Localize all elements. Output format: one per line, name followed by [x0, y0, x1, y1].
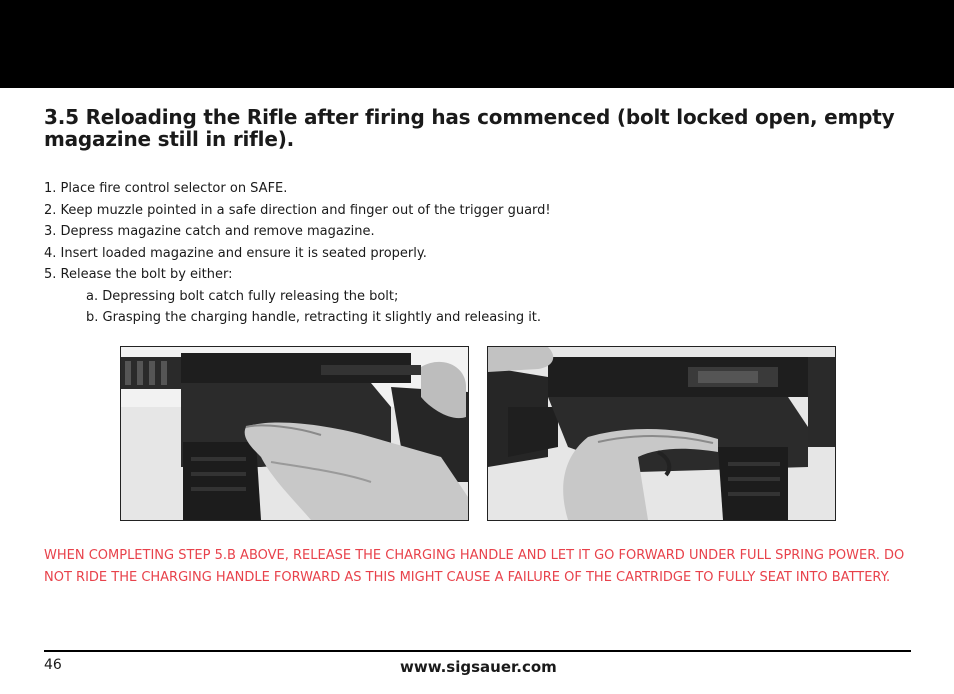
- step-1: 1. Place fire control selector on SAFE.: [44, 181, 288, 196]
- step-4: 4. Insert loaded magazine and ensure it is seated properly.: [44, 245, 427, 261]
- instruction-list: [44, 178, 551, 329]
- step-3: 3. Depress magazine catch and remove magazine.: [44, 224, 375, 239]
- page-number: 46: [44, 657, 62, 673]
- website-link[interactable]: www.sigsauer.com: [400, 658, 557, 676]
- warning-text: WHEN COMPLETING STEP 5.B ABOVE, RELEASE THE CHARGING HANDLE AND LET IT GO FORWARD UNDER FULL SPRING POWER. DO NOT RIDE THE CHARGING HANDLE FORWARD AS THIS MIGHT CAUSE A FAILURE OF THE CARTRIDGE TO FULLY SEAT INTO BATTERY.: [44, 548, 905, 585]
- photo-charging-handle: [487, 346, 836, 521]
- header-bar: [0, 0, 954, 88]
- substep-a: a. Depressing bolt catch fully releasing the bolt;: [86, 288, 399, 304]
- section-title: 3.5 Reloading the Rifle after firing has commenced (bolt locked open, empty magazine still in rifle).: [44, 105, 895, 151]
- step-5: 5. Release the bolt by either:: [44, 267, 233, 282]
- substep-b: b. Grasping the charging handle, retracting it slightly and releasing it.: [86, 310, 542, 325]
- footer-rule: [44, 650, 911, 652]
- photo-bolt-catch: [120, 346, 469, 521]
- step-2: 2. Keep muzzle pointed in a safe direction and finger out of the trigger guard!: [44, 202, 551, 218]
